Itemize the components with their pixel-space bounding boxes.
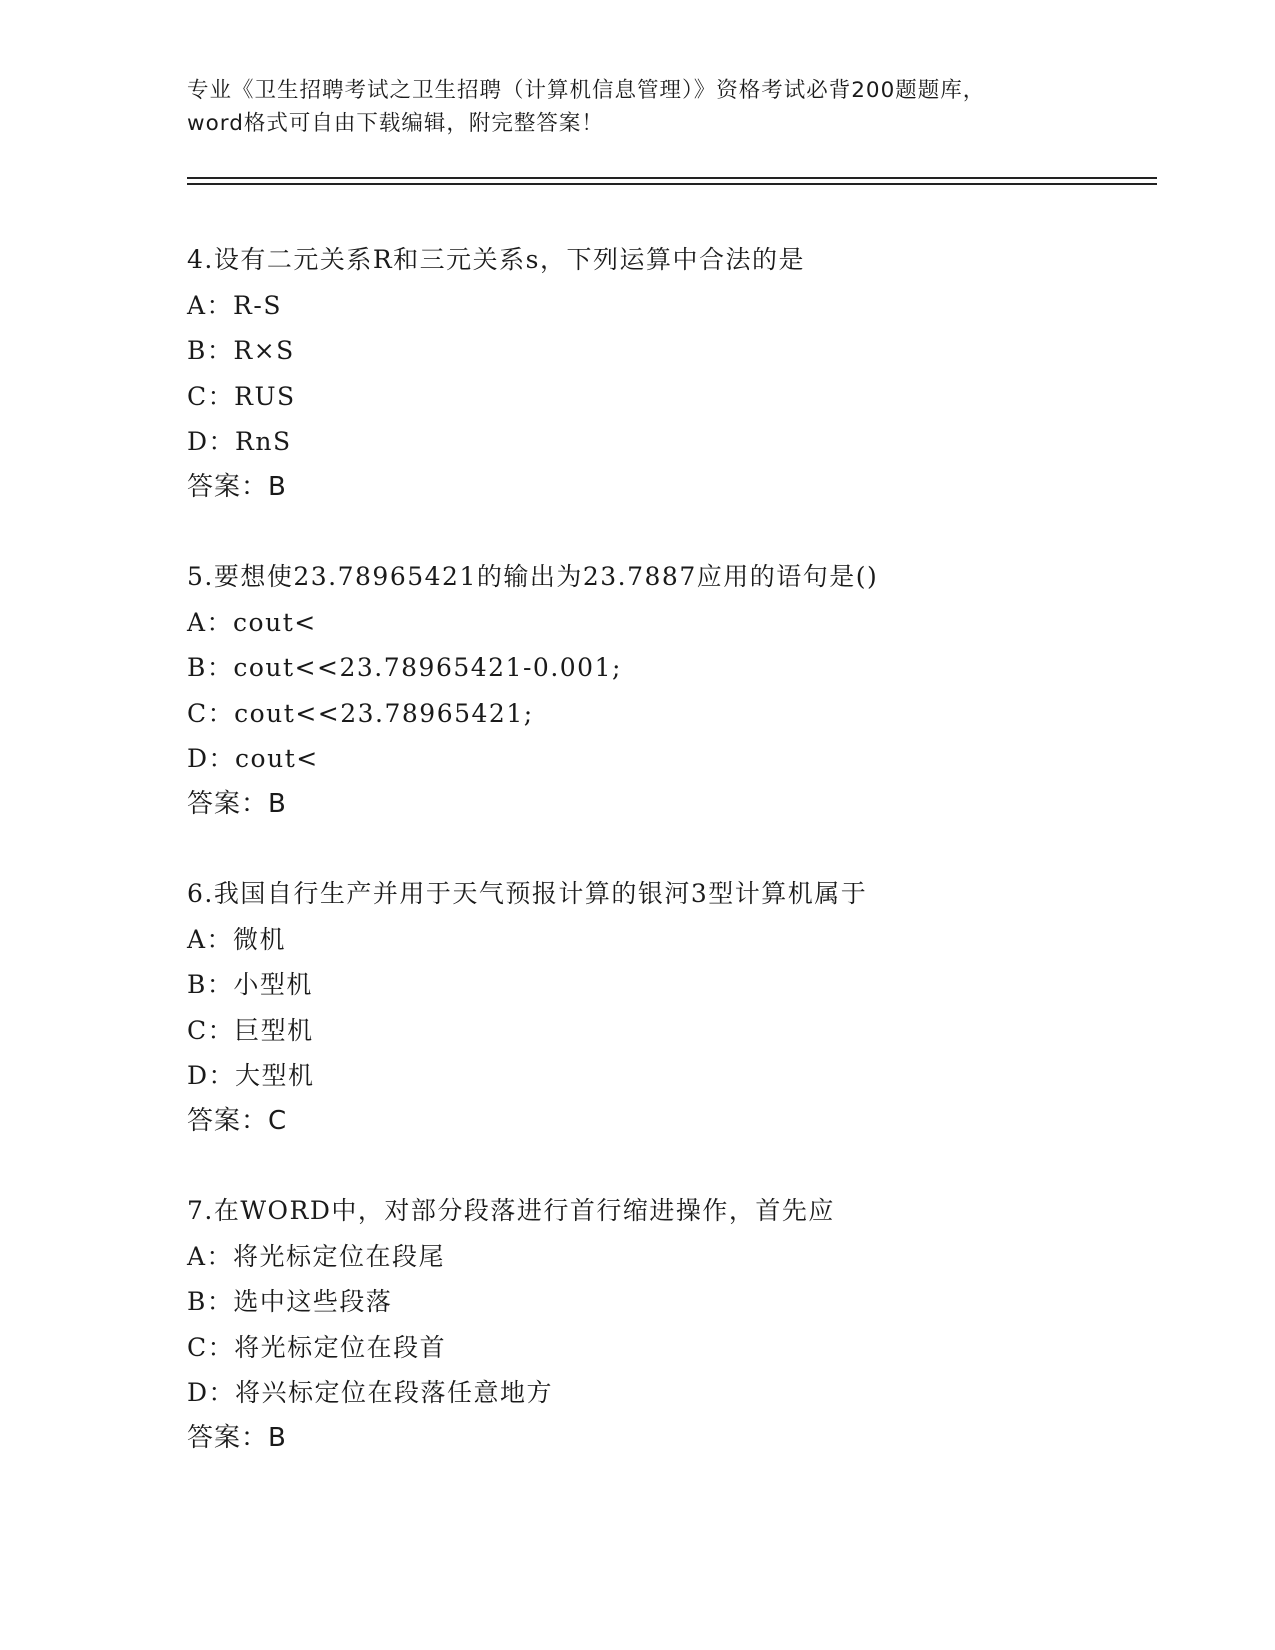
question-title: 7.在WORD中，对部分段落进行首行缩进操作，首先应 [187,1196,835,1225]
option-d: D：大型机 [187,1061,315,1090]
question-list [187,237,1147,1505]
option-d: D：将兴标定位在段落任意地方 [187,1378,554,1407]
question-7 [187,1188,1147,1461]
answer-value: B [268,471,287,502]
answer-label: 答案： [187,471,269,502]
option-b: B：cout<<23.78965421-0.001; [187,653,622,682]
option-d: D：RnS [187,427,292,456]
answer-line [187,782,1147,828]
answer-line [187,1416,1147,1462]
header-title-line-1: 专业《卫生招聘考试之卫生招聘（计算机信息管理）》资格考试必背200题题库， [187,78,986,103]
header-title-line-2: word格式可自由下载编辑，附完整答案！ [187,111,604,136]
option-d: D：cout< [187,744,319,773]
option-b: B：小型机 [187,970,313,999]
option-c: C：cout<<23.78965421; [187,698,534,728]
answer-label: 答案： [187,1105,269,1136]
option-a: A：将光标定位在段尾 [187,1241,446,1271]
answer-line [187,1099,1147,1145]
option-a: A：cout< [187,607,317,637]
option-c: C：RUS [187,381,296,411]
option-c: C：将光标定位在段首 [187,1332,447,1362]
header-divider-bottom [187,183,1157,185]
answer-label: 答案： [187,1422,269,1453]
answer-value: B [268,1422,287,1453]
option-b: B：选中这些段落 [187,1287,393,1316]
question-5 [187,554,1147,827]
option-c: C：巨型机 [187,1015,314,1045]
answer-value: B [268,788,287,819]
header-divider-top [187,177,1157,179]
answer-label: 答案： [187,788,269,819]
question-4 [187,237,1147,510]
option-a: A：微机 [187,924,287,954]
question-6 [187,871,1147,1144]
question-title: 4.设有二元关系R和三元关系s，下列运算中合法的是 [187,245,806,274]
question-title: 6.我国自行生产并用于天气预报计算的银河3型计算机属于 [187,879,868,908]
option-b: B：R×S [187,336,295,365]
option-a: A：R-S [187,290,282,320]
answer-value: C [268,1105,288,1136]
question-title: 5.要想使23.78965421的输出为23.7887应用的语句是() [187,562,879,591]
document-header [187,74,1087,140]
answer-line [187,465,1147,511]
